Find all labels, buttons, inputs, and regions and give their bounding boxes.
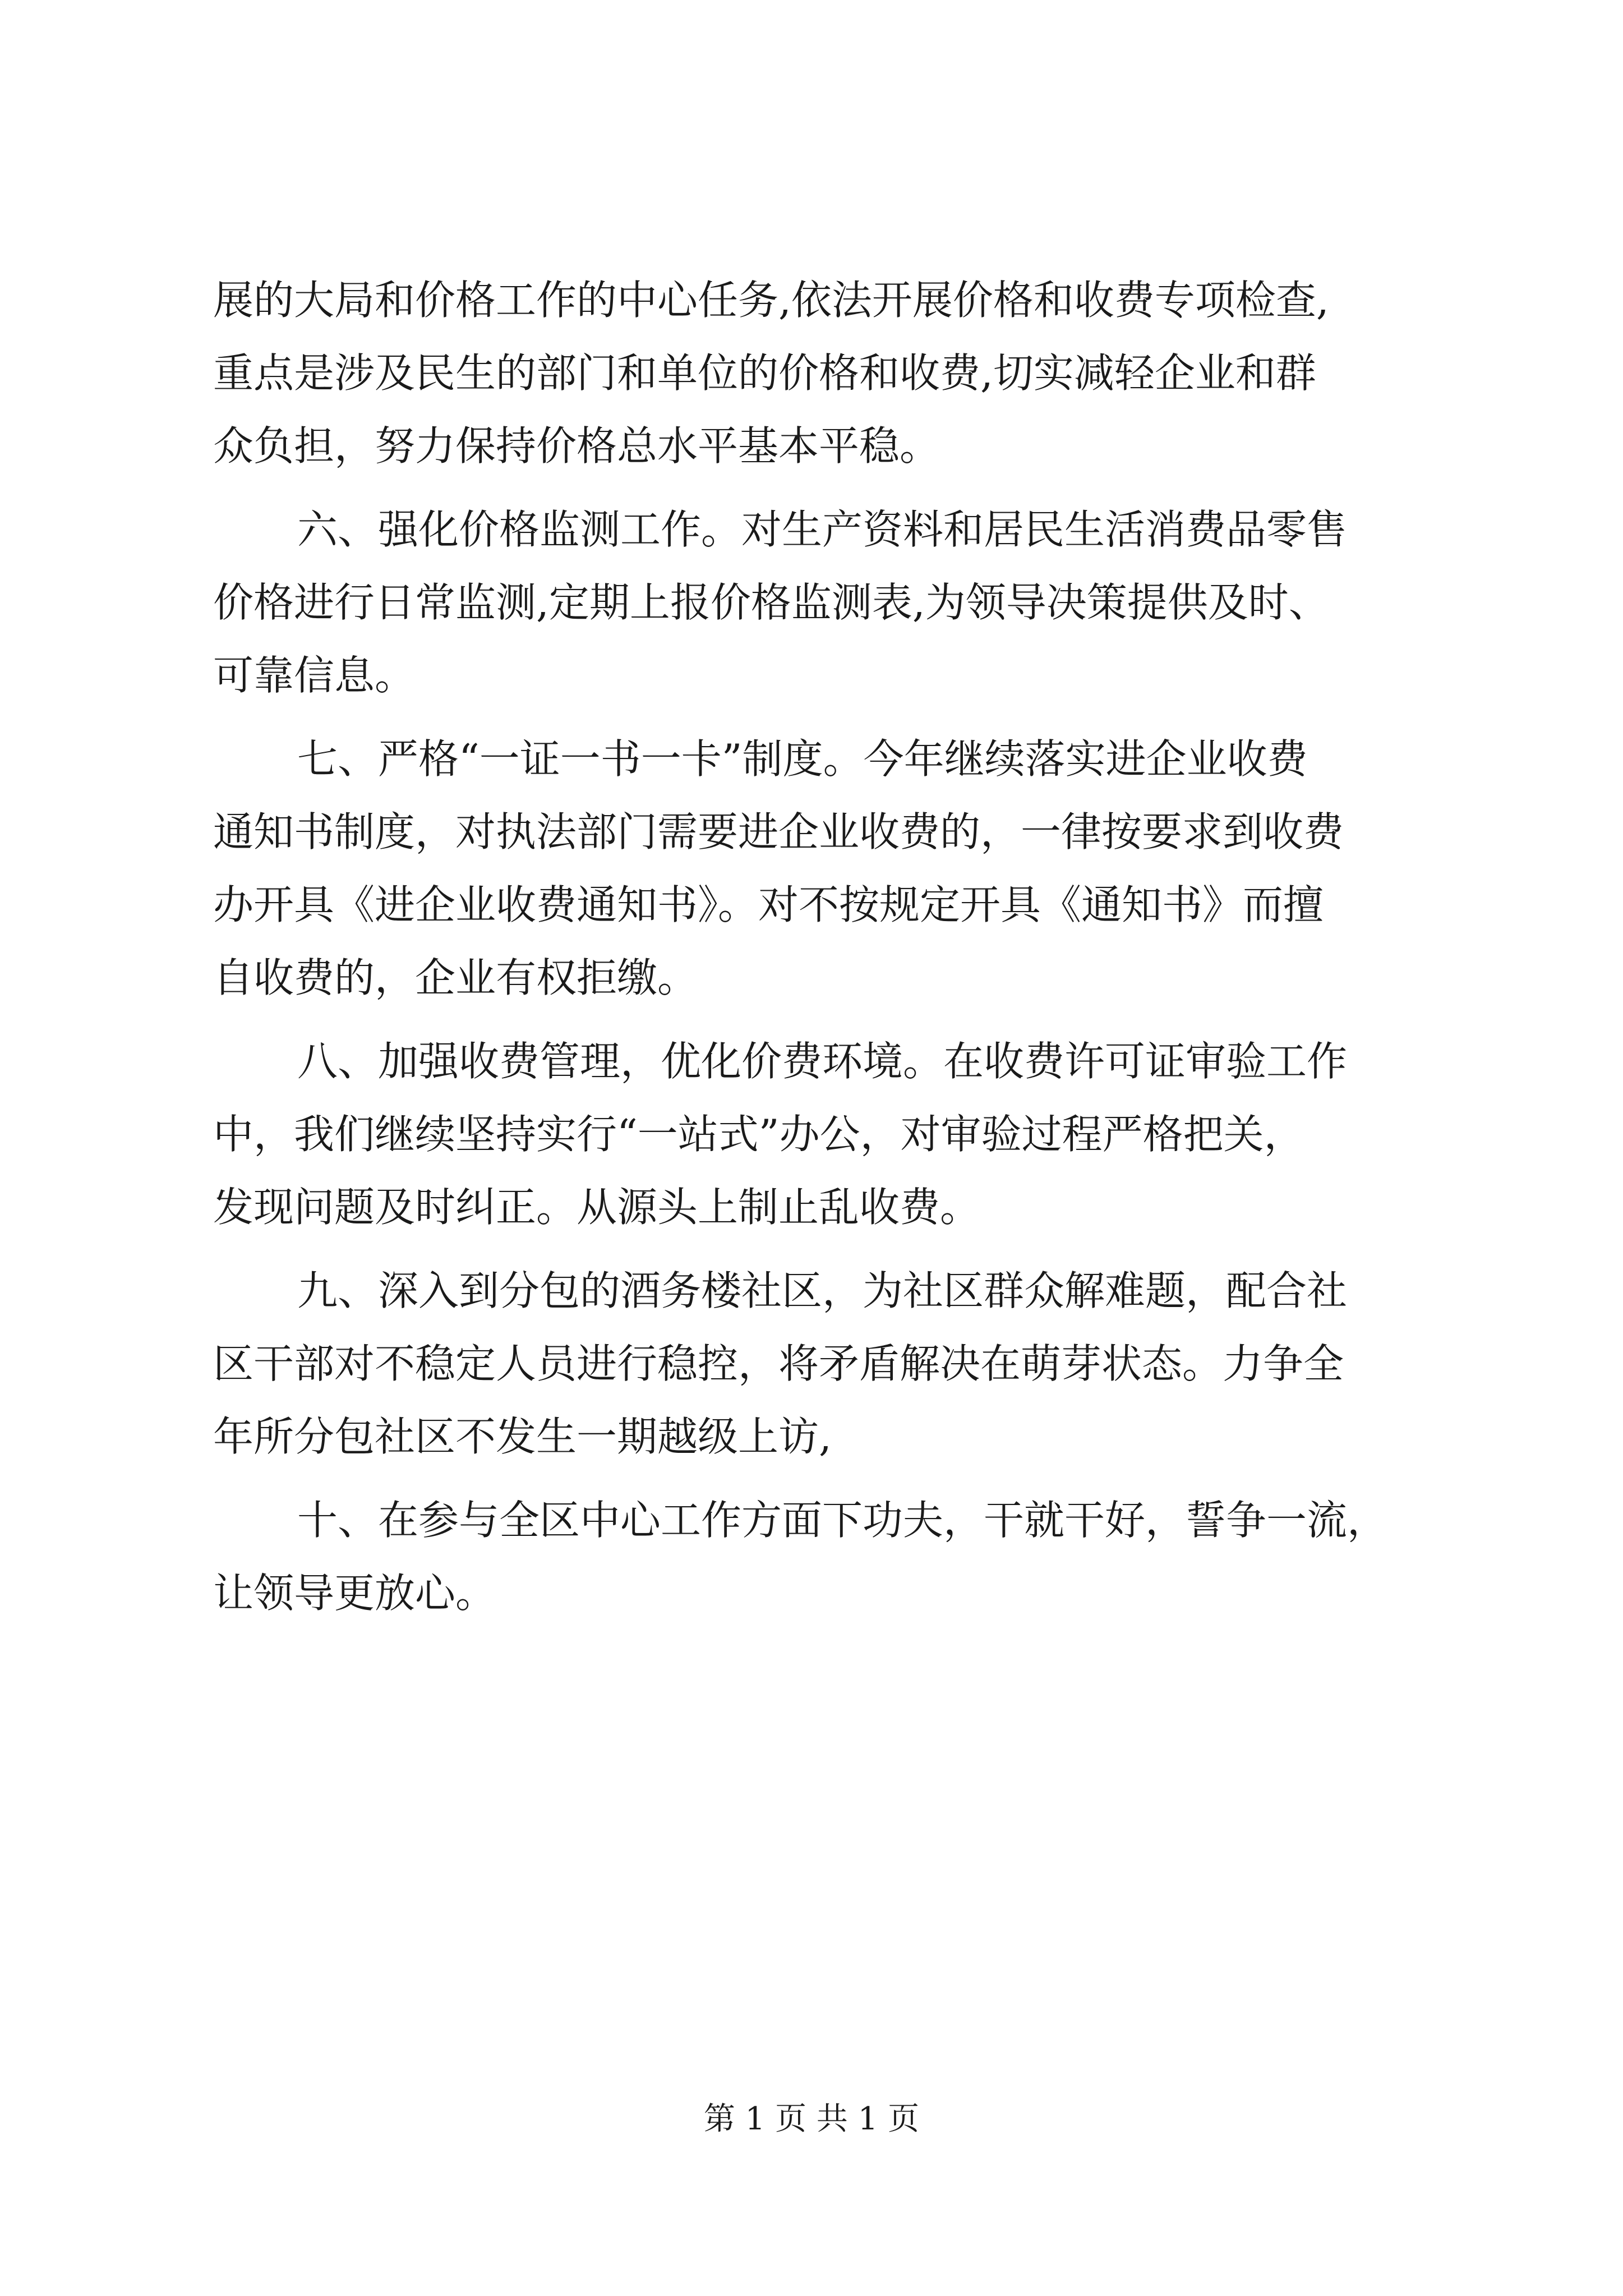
text-line: 让领导更放心。 bbox=[213, 1570, 496, 1617]
paragraph-item-9 bbox=[213, 1254, 1436, 1473]
text-line: 展的大局和价格工作的中心任务,依法开展价格和收费专项检查, bbox=[213, 277, 1329, 324]
text-line: 价格进行日常监测,定期上报价格监测表,为领导决策提供及时、 bbox=[213, 579, 1329, 626]
text-line: 七、严格“一证一书一卡”制度。今年继续落实进企业收费 bbox=[297, 735, 1308, 783]
text-line: 办开具《进企业收费通知书》。对不按规定开具《通知书》而擅 bbox=[213, 881, 1324, 928]
text-line: 重点是涉及民生的部门和单位的价格和收费,切实减轻企业和群 bbox=[213, 349, 1316, 397]
text-line: 九、深入到分包的酒务楼社区，为社区群众解难题，配合社 bbox=[297, 1267, 1348, 1314]
paragraph bbox=[213, 264, 1436, 482]
text-line: 年所分包社区不发生一期越级上访, bbox=[213, 1413, 832, 1460]
paragraph-item-6 bbox=[213, 493, 1436, 712]
text-line: 可靠信息。 bbox=[213, 652, 416, 699]
document-body bbox=[213, 264, 1436, 1630]
text-line: 八、加强收费管理，优化价费环境。在收费许可证审验工作 bbox=[297, 1038, 1348, 1085]
paragraph-item-8 bbox=[213, 1025, 1436, 1244]
paragraph-item-7 bbox=[213, 723, 1436, 1014]
text-line: 自收费的，企业有权拒缴。 bbox=[213, 954, 698, 1001]
text-line: 十、在参与全区中心工作方面下功夫，干就干好，誓争一流， bbox=[297, 1497, 1388, 1544]
text-line: 众负担，努力保持价格总水平基本平稳。 bbox=[213, 422, 940, 470]
page-footer: 第 1 页 共 1 页 bbox=[703, 2101, 920, 2137]
paragraph-item-10 bbox=[213, 1484, 1436, 1630]
text-line: 通知书制度，对执法部门需要进企业收费的，一律按要求到收费 bbox=[213, 808, 1344, 855]
text-line: 区干部对不稳定人员进行稳控，将矛盾解决在萌芽状态。力争全 bbox=[213, 1340, 1344, 1387]
text-line: 六、强化价格监测工作。对生产资料和居民生活消费品零售 bbox=[297, 506, 1348, 553]
text-line: 发现问题及时纠正。从源头上制止乱收费。 bbox=[213, 1184, 981, 1231]
text-line: 中，我们继续坚持实行“一站式”办公，对审验过程严格把关， bbox=[213, 1111, 1304, 1158]
